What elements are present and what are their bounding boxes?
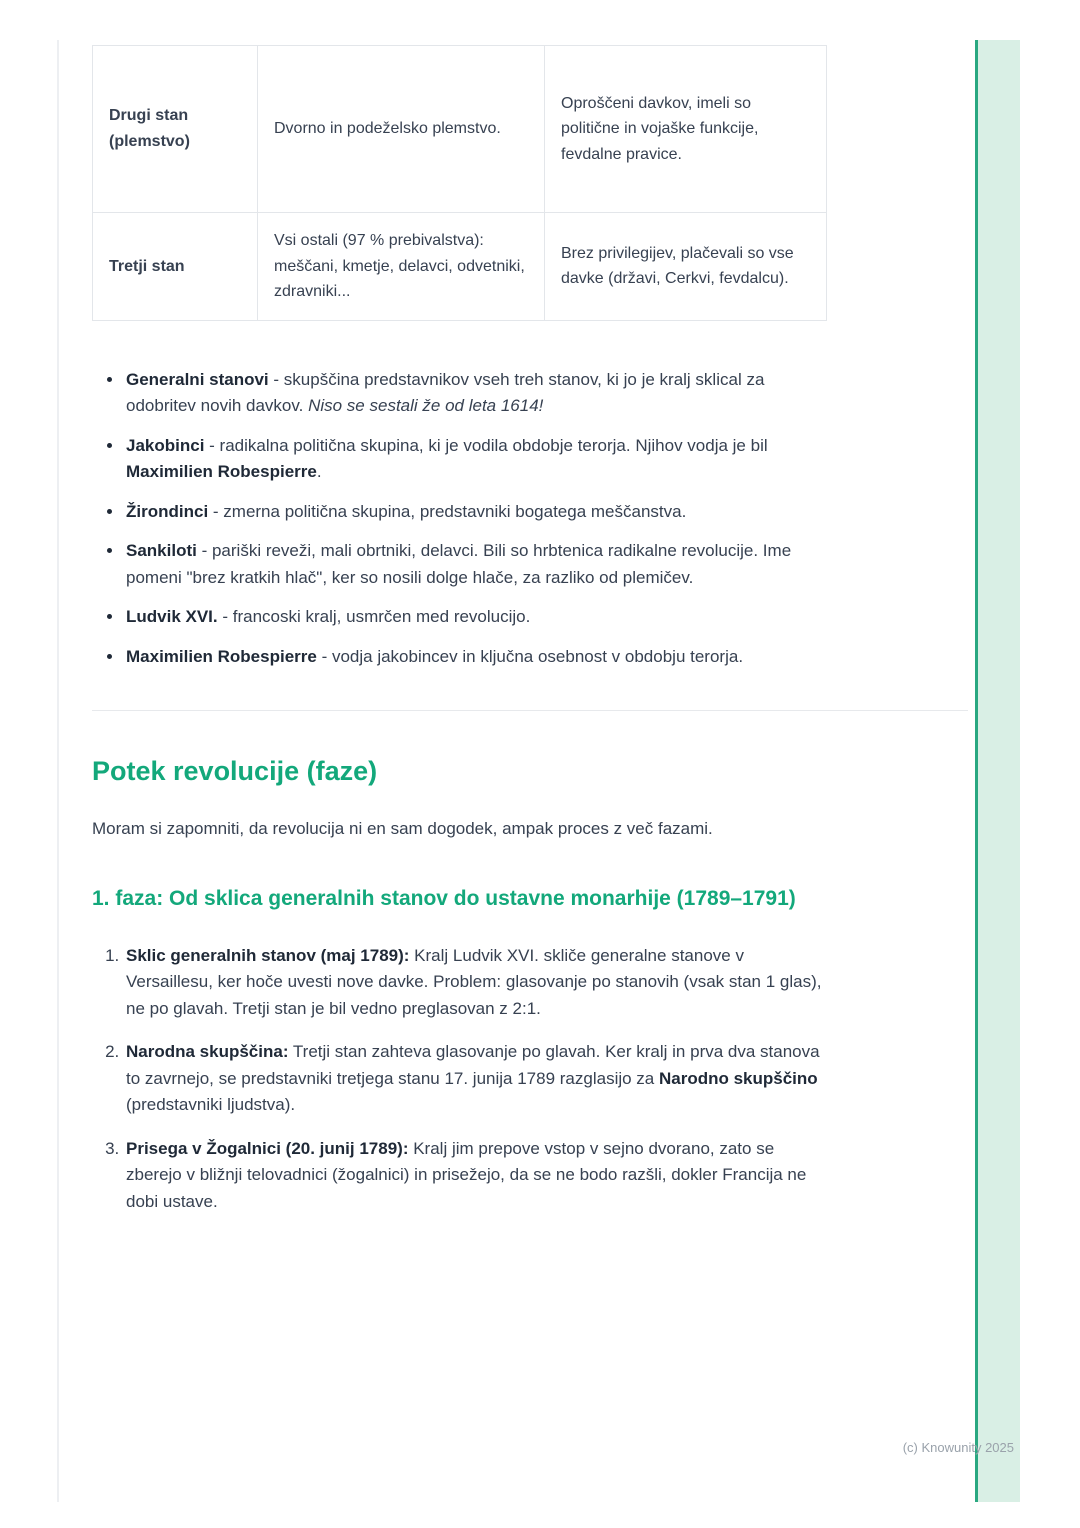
section-divider <box>92 710 968 711</box>
step-item-text: Narodna skupščina: Tretji stan zahteva glasovanje po glavah. Ker kralj in prva dva stanova to zavrnejo, se predstavniki tretjega stanu 17. junija 1789 razglasijo za Narodno skupščino (predstavniki ljudstva). <box>126 1042 820 1115</box>
step-item-text: Prisega v Žogalnici (20. junij 1789): Kralj jim prepove vstop v sejno dvorano, zato se zberejo v bližnji telovadnici (žogalnici) in prisežejo, da se ne bodo razšli, dokler Francija ne dobi ustave. <box>126 1138 807 1211</box>
glossary-item <box>124 367 830 420</box>
table-row <box>93 213 827 321</box>
phase-heading: 1. faza: Od sklica generalnih stanov do ustavne monarhije (1789–1791) <box>92 887 796 911</box>
glossary-list <box>92 367 830 671</box>
step-item <box>124 1136 830 1216</box>
glossary-item <box>124 538 830 591</box>
glossary-item <box>124 604 830 631</box>
glossary-item-text: Ludvik XVI. - francoski kralj, usmrčen med revolucijo. <box>126 607 531 627</box>
estate-members-cell: Dvorno in podeželsko plemstvo. <box>258 46 545 213</box>
glossary-item <box>124 644 830 671</box>
estate-rights-cell: Brez privilegijev, plačevali so vse davke (državi, Cerkvi, fevdalcu). <box>545 213 827 321</box>
glossary-item-text: Jakobinci - radikalna politična skupina, ki je vodila obdobje terorja. Njihov vodja je bil Maximilien Robespierre. <box>126 435 768 482</box>
step-item-text: Sklic generalnih stanov (maj 1789): Kralj Ludvik XVI. skliče generalne stanove v Versaillesu, ker hoče uvesti nove davke. Problem: glasovanje po stanovih (vsak stan 1 glas), ne po glavah. Tretji stan je bil vedno preglasovan z 2:1. <box>126 945 822 1018</box>
estate-members-cell: Vsi ostali (97 % prebivalstva): meščani, kmetje, delavci, odvetniki, zdravniki... <box>258 213 545 321</box>
page-content <box>92 45 830 1232</box>
step-item <box>124 1039 830 1119</box>
glossary-item-text: Generalni stanovi - skupščina predstavnikov vseh treh stanov, ki jo je kralj sklical za odobritev novih davkov. Niso se sestali že od leta 1614! <box>126 369 765 416</box>
estates-table <box>92 45 827 321</box>
table-row <box>93 46 827 213</box>
glossary-item-text: Žirondinci - zmerna politična skupina, predstavniki bogatega meščanstva. <box>126 501 687 521</box>
glossary-item <box>124 499 830 526</box>
estate-name-cell: Drugi stan (plemstvo) <box>93 46 258 213</box>
glossary-item <box>124 433 830 486</box>
estates-table-body <box>93 46 827 321</box>
glossary-item-text: Sankiloti - pariški reveži, mali obrtniki, delavci. Bili so hrbtenica radikalne revolucije. Ime pomeni "brez kratkih hlač", ker so nosili dolge hlače, za razliko od plemičev. <box>126 541 792 587</box>
page-footer-copyright: (c) Knowunity 2025 <box>902 1440 1014 1455</box>
side-accent-bar <box>975 40 1020 1502</box>
phase-steps-list <box>92 943 830 1216</box>
left-page-rule <box>57 40 59 1502</box>
estate-name-cell: Tretji stan <box>93 213 258 321</box>
section-heading: Potek revolucije (faze) <box>92 756 378 787</box>
step-item <box>124 943 830 1023</box>
intro-paragraph: Moram si zapomniti, da revolucija ni en sam dogodek, ampak proces z več fazami. <box>92 818 713 838</box>
estate-rights-cell: Oproščeni davkov, imeli so politične in vojaške funkcije, fevdalne pravice. <box>545 46 827 213</box>
glossary-item-text: Maximilien Robespierre - vodja jakobincev in ključna osebnost v obdobju terorja. <box>126 646 744 666</box>
